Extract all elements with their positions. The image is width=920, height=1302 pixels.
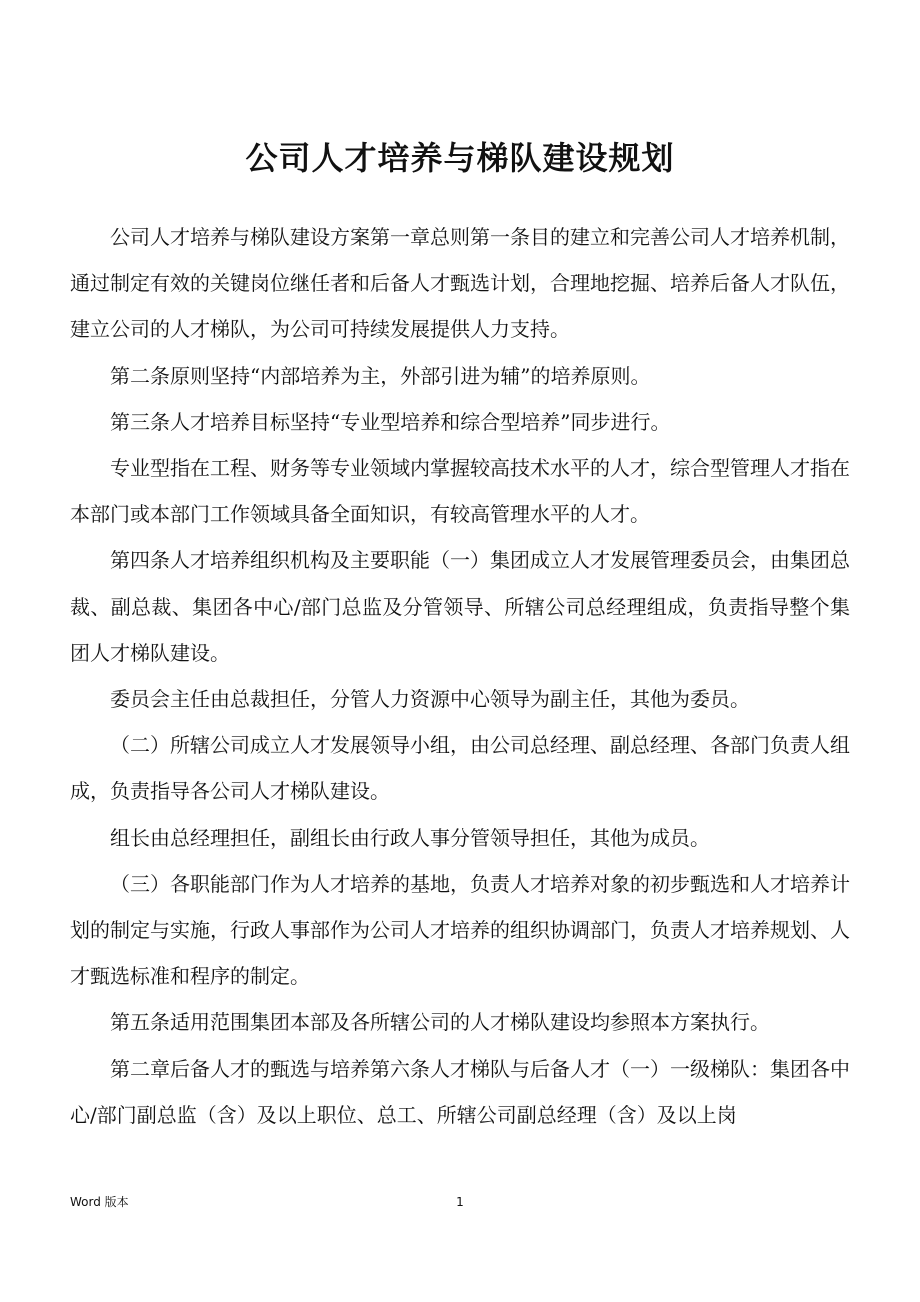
- document-title: 公司人才培养与梯队建设规划: [245, 139, 675, 177]
- paragraph-4: 专业型指在工程、财务等专业领域内掌握较高技术水平的人才，综合型管理人才指在本部门或本部门工作领域具备全面知识，有较高管理水平的人才。: [70, 456, 850, 527]
- footer-label: Word 版本: [70, 1195, 129, 1209]
- paragraph-2: 第二条原则坚持“内部培养为主，外部引进为辅”的培养原则。: [110, 363, 651, 388]
- paragraph-7: （二）所辖公司成立人才发展领导小组，由公司总经理、副总经理、各部门负责人组成，负责指导各公司人才梯队建设。: [70, 733, 850, 804]
- paragraph-3: 第三条人才培养目标坚持“专业型培养和综合型培养”同步进行。: [110, 409, 671, 434]
- paragraph-9: （三）各职能部门作为人才培养的基地，负责人才培养对象的初步甄选和人才培养计划的制定与实施，行政人事部作为公司人才培养的组织协调部门，负责人才培养规划、人才甄选标准和程序的制定。: [70, 871, 850, 989]
- paragraph-11: 第二章后备人才的甄选与培养第六条人才梯队与后备人才（一）一级梯队：集团各中心/部门副总监（含）及以上职位、总工、所辖公司副总经理（含）及以上岗: [70, 1056, 850, 1127]
- paragraph-6: 委员会主任由总裁担任，分管人力资源中心领导为副主任，其他为委员。: [110, 687, 750, 712]
- paragraph-5: 第四条人才培养组织机构及主要职能（一）集团成立人才发展管理委员会，由集团总裁、副总裁、集团各中心/部门总监及分管领导、所辖公司总经理组成，负责指导整个集团人才梯队建设。: [70, 548, 850, 665]
- paragraph-1: 公司人才培养与梯队建设方案第一章总则第一条目的建立和完善公司人才培养机制，通过制定有效的关键岗位继任者和后备人才甄选计划，合理地挖掘、培养后备人才队伍，建立公司的人才梯队，为公司可持续发展提供人力支持。: [70, 225, 850, 342]
- paragraph-10: 第五条适用范围集团本部及各所辖公司的人才梯队建设均参照本方案执行。: [110, 1010, 770, 1035]
- paragraph-8: 组长由总经理担任，副组长由行政人事分管领导担任，其他为成员。: [110, 825, 710, 850]
- document-body: [70, 214, 850, 1138]
- page-number: 1: [456, 1195, 464, 1209]
